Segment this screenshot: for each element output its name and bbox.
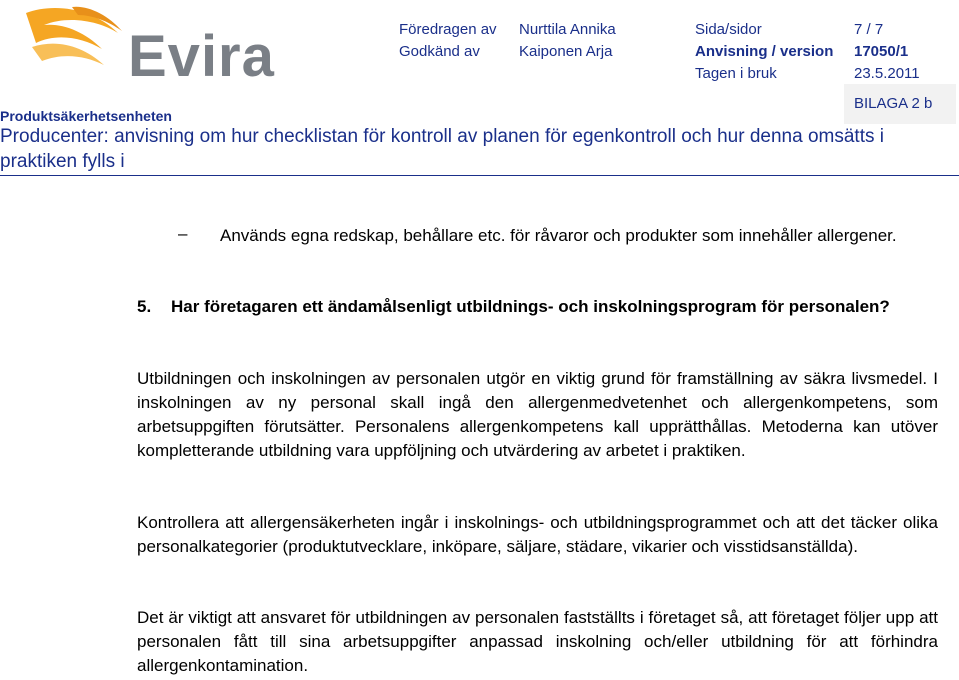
- paragraph-responsibility: Det är viktigt att ansvaret för utbildningen av personalen fastställts i företaget så, att företaget följer upp att personalen fått till sina arbetsuppgifter anpassad inskolning och/eller utbildning för att förhindra allergenkontamination.: [137, 608, 938, 675]
- evira-logo: [22, 3, 275, 89]
- version-label: Anvisning / version: [695, 43, 834, 60]
- question-heading: Har företagaren ett ändamålsenligt utbildnings- och inskolningsprogram för personalen?: [171, 297, 890, 316]
- unit-name: Produktsäkerhetsenheten: [0, 108, 172, 124]
- attachment-badge: BILAGA 2 b: [844, 84, 956, 124]
- version-value: 17050/1: [854, 43, 909, 60]
- bullet-item: Används egna redskap, behållare etc. för råvaror och produkter som innehåller allergener.: [220, 226, 897, 245]
- logo-wordmark: Evira: [128, 24, 275, 89]
- approved-by-label: Godkänd av: [399, 43, 480, 60]
- title-divider: [0, 175, 959, 176]
- paragraph-check: Kontrollera att allergensäkerheten ingår i inskolnings- och utbildningsprogrammet och att det täcker olika personalkategorier (produktutvecklare, inköpare, säljare, städare, vikarier och visstidsanställda).: [137, 513, 938, 556]
- prepared-by-value: Nurttila Annika: [519, 21, 616, 38]
- page-value: 7 / 7: [854, 21, 884, 38]
- paragraph-training: Utbildningen och inskolningen av personalen utgör en viktig grund för framställning av säkra livsmedel. I inskolningen av ny personal skall ingå den allergenmedvetenhet och allergenkompetens, som arbetsuppgiften förutsätter. Personalens allergenkompetens kall upprätthållas. Metoderna kan utöver kompletterande utbildning vara uppföljning och utvärdering av arbetet i praktiken.: [137, 369, 938, 460]
- document-title: Producenter: anvisning om hur checklistan för kontroll av planen för egenkontroll och hur denna omsätts i praktiken fylls i: [0, 126, 884, 172]
- question-number: 5.: [137, 297, 152, 316]
- approved-by-value: Kaiponen Arja: [519, 43, 613, 60]
- bullet-dash: –: [178, 224, 188, 243]
- page-label: Sida/sidor: [695, 21, 762, 38]
- in-use-label: Tagen i bruk: [695, 65, 777, 82]
- in-use-value: 23.5.2011: [854, 65, 920, 82]
- evira-swoosh-icon: [22, 3, 132, 83]
- prepared-by-label: Föredragen av: [399, 21, 497, 38]
